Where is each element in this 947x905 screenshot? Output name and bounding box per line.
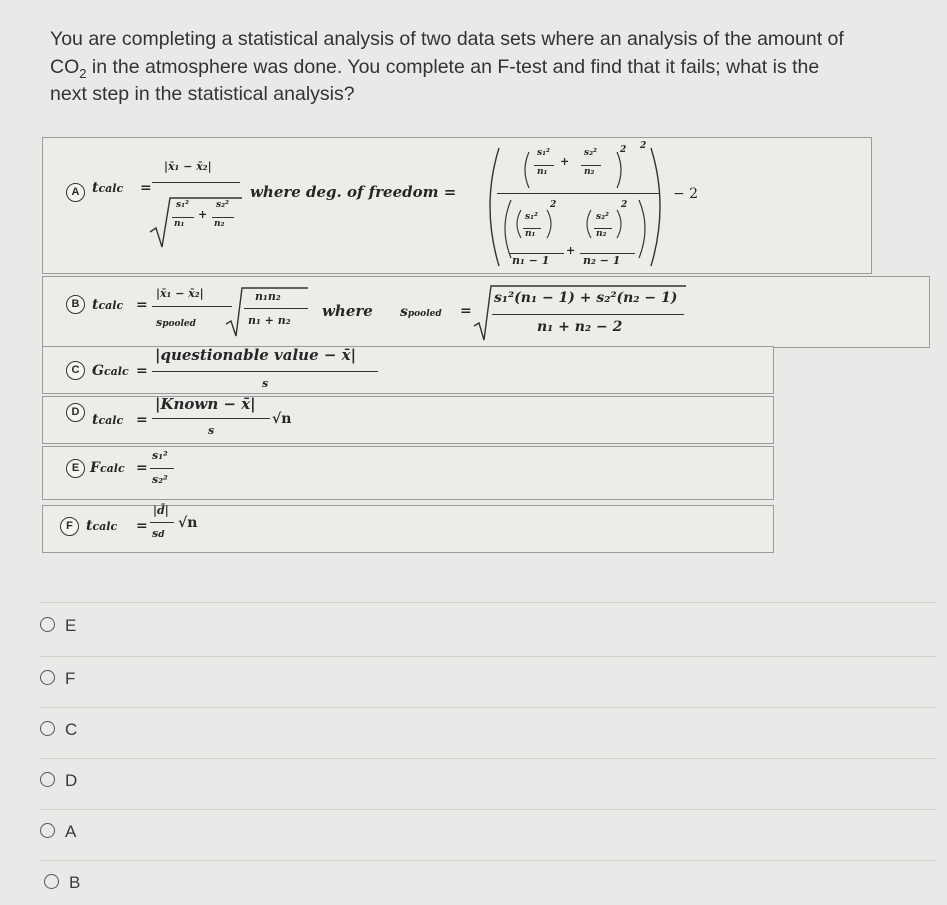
formula-c-numerator: |questionable value − x̄| xyxy=(155,346,357,364)
divider xyxy=(40,707,937,708)
formula-b-spooled: spooled xyxy=(400,304,442,320)
formula-d-sqrt-n: √n xyxy=(272,411,292,427)
radio-circle-icon[interactable] xyxy=(40,823,55,838)
formula-d-fraction-bar xyxy=(152,418,270,419)
co2-text: CO xyxy=(50,55,80,78)
formula-b-root-num: n₁n₂ xyxy=(255,290,281,303)
formula-b-root-den: n₁ + n₂ xyxy=(248,314,291,327)
answer-option-e[interactable] xyxy=(40,616,76,636)
answer-option-f[interactable] xyxy=(40,669,75,689)
formula-d-denominator: s xyxy=(208,424,215,437)
radio-circle-icon[interactable] xyxy=(40,617,55,632)
formula-e-fraction-bar xyxy=(150,468,174,469)
formula-f-sqrt-n: √n xyxy=(178,515,198,531)
formula-a-lhs: tcalc xyxy=(92,180,124,196)
divider xyxy=(40,758,937,759)
formula-c-fraction-bar xyxy=(152,371,378,372)
question-text xyxy=(50,26,920,109)
formula-a-dof-exp-d1: 2 xyxy=(550,200,557,210)
formula-c-box xyxy=(42,346,774,394)
question-line-2-rest: in the atmosphere was done. You complete an F-test and find that it fails; what is the xyxy=(86,55,820,78)
formula-a-eq: = xyxy=(140,180,152,196)
formula-f-letter: F xyxy=(60,517,79,536)
formula-e-denominator: s₂² xyxy=(152,473,168,486)
formula-c-denominator: s xyxy=(262,377,269,390)
formula-b-lhs: tcalc xyxy=(92,297,124,313)
formula-b-eq: = xyxy=(136,297,148,313)
formula-a-dof-main-bar xyxy=(497,193,659,194)
formula-a-dof-exp-outer: 2 xyxy=(640,141,647,151)
formula-d-eq: = xyxy=(136,412,148,428)
radio-circle-icon[interactable] xyxy=(40,721,55,736)
formula-a-where: where deg. of freedom = xyxy=(250,183,457,201)
formula-d-letter: D xyxy=(66,403,85,422)
formula-b-denominator: spooled xyxy=(156,316,196,329)
answer-option-a[interactable] xyxy=(40,822,76,842)
option-label: C xyxy=(65,720,78,739)
option-label: B xyxy=(69,873,81,892)
formula-b-fraction-bar xyxy=(152,306,232,307)
divider xyxy=(40,656,937,657)
formula-f-lhs: tcalc xyxy=(86,518,118,534)
radio-circle-icon[interactable] xyxy=(44,874,59,889)
formula-b-letter: B xyxy=(66,295,85,314)
formula-a-dof-den-plus: + xyxy=(566,244,576,257)
answer-option-b[interactable] xyxy=(44,873,80,893)
formula-b-pooled-num: s₁²(n₁ − 1) + s₂²(n₂ − 1) xyxy=(494,290,678,306)
formula-a-dof-s1: s₁² xyxy=(537,148,550,158)
formula-d-box xyxy=(42,396,774,444)
formula-a-minus-two: − 2 xyxy=(673,186,699,202)
formula-f-eq: = xyxy=(136,518,148,534)
formula-f-numerator: |d̄| xyxy=(153,504,169,517)
formula-a-s1sq: s₁² xyxy=(176,200,189,210)
option-label: F xyxy=(65,669,76,688)
formula-a-n2: n₂ xyxy=(214,219,225,229)
formula-b-where: where xyxy=(322,302,373,320)
formula-a-s2sq: s₂² xyxy=(216,200,229,210)
answer-option-c[interactable] xyxy=(40,720,77,740)
option-label: E xyxy=(65,616,77,635)
formula-a-dof-den-s2: s₂² xyxy=(596,212,609,222)
question-line-2 xyxy=(50,54,920,82)
formula-d-numerator: |Known − x̄| xyxy=(155,395,256,413)
formula-b-root-bar xyxy=(244,308,308,309)
formula-b-pooled-bar xyxy=(492,314,684,315)
formula-a-dof-plus: + xyxy=(560,155,570,168)
radio-circle-icon[interactable] xyxy=(40,772,55,787)
formula-a-dof-den-s1: s₁² xyxy=(525,212,538,222)
formula-a-fraction-bar xyxy=(152,182,240,183)
formula-a-dof-n2: n₂ xyxy=(584,167,595,177)
formula-a-sqrt xyxy=(150,192,250,252)
formula-b-spooled-eq: = xyxy=(460,303,472,319)
question-line-3: next step in the statistical analysis? xyxy=(50,83,355,105)
co2-subscript: 2 xyxy=(79,65,87,81)
formula-a-dof-exp-d2: 2 xyxy=(621,200,628,210)
option-label: A xyxy=(65,822,77,841)
formula-a-letter: A xyxy=(66,183,85,202)
formula-e-letter: E xyxy=(66,459,85,478)
formula-a-dof-den-n2: n₂ xyxy=(596,229,607,239)
formula-e-numerator: s₁² xyxy=(152,449,168,462)
formula-a-dof-n1: n₁ xyxy=(537,167,548,177)
formula-c-letter: C xyxy=(66,361,85,380)
formula-e-eq: = xyxy=(136,460,148,476)
formula-a-n1: n₁ xyxy=(174,219,185,229)
formula-a-plus: + xyxy=(198,208,208,221)
formula-c-eq: = xyxy=(136,363,148,379)
formula-a-dof-exp-num: 2 xyxy=(620,145,627,155)
formula-a-dof-den-n1: n₁ xyxy=(525,229,536,239)
divider xyxy=(40,602,937,603)
formula-f-fraction-bar xyxy=(150,522,174,523)
divider xyxy=(40,860,937,861)
formula-d-lhs: tcalc xyxy=(92,412,124,428)
formula-b-pooled-den: n₁ + n₂ − 2 xyxy=(537,319,623,335)
formula-a-dof-n1-minus-1: n₁ − 1 xyxy=(512,254,550,267)
divider xyxy=(40,809,937,810)
formula-a-numerator: |x̄₁ − x̄₂| xyxy=(164,160,212,173)
formula-a-dof-s2: s₂² xyxy=(584,148,597,158)
radio-circle-icon[interactable] xyxy=(40,670,55,685)
answer-option-d[interactable] xyxy=(40,771,77,791)
formula-a-dof-n2-minus-1: n₂ − 1 xyxy=(583,254,621,267)
option-label: D xyxy=(65,771,78,790)
formula-c-lhs: Gcalc xyxy=(92,363,129,379)
formula-f-denominator: sd xyxy=(152,527,165,540)
formula-e-lhs: Fcalc xyxy=(90,460,125,476)
question-line-1: You are completing a statistical analysis of two data sets where an analysis of the amount of xyxy=(50,28,844,50)
formula-b-numerator: |x̄₁ − x̄₂| xyxy=(156,287,204,300)
